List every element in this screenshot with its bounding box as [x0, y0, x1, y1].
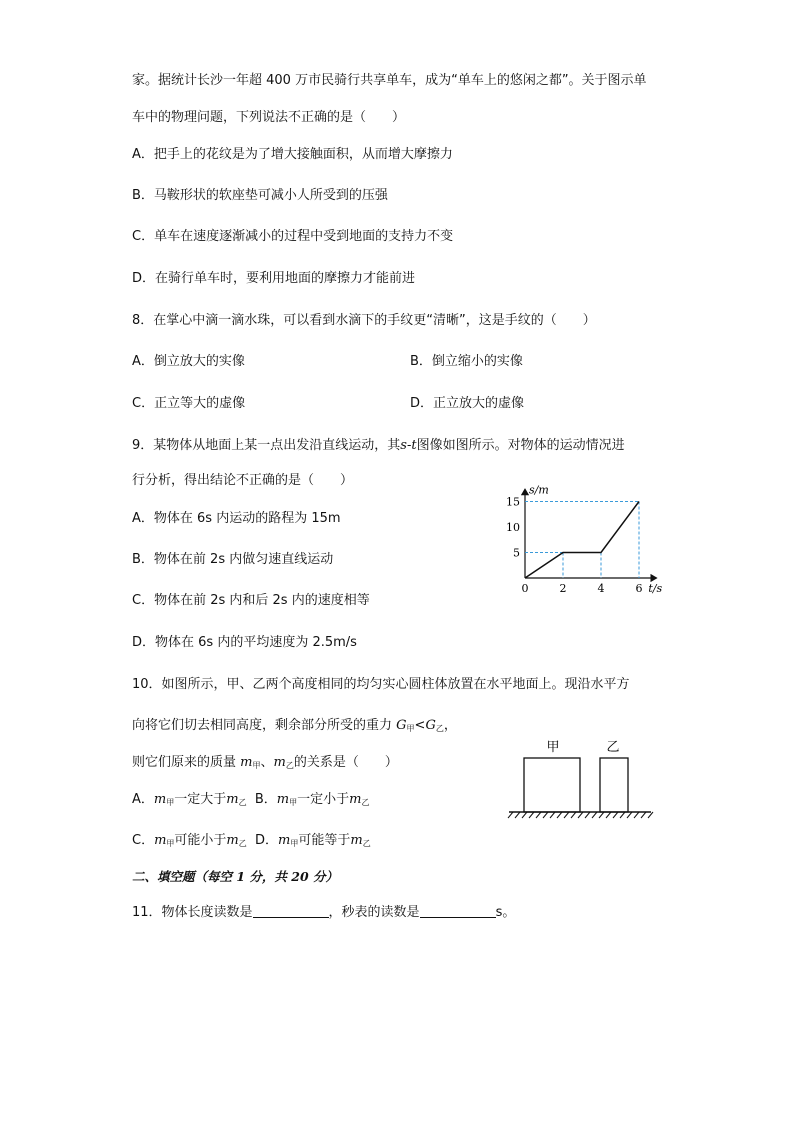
subscript-jia: 甲: [289, 798, 298, 807]
m-symbol: m: [273, 755, 286, 770]
m-symbol: m: [153, 792, 167, 807]
option-c: C．单车在速度逐渐减小的过程中受到地面的支持力不变: [132, 229, 454, 244]
question-text: 行分析，得出结论不正确的是（ ）: [132, 473, 354, 488]
subscript-yi: 乙: [361, 798, 370, 807]
x-tick-label: 2: [559, 582, 567, 595]
x-axis-label: t/s: [648, 582, 663, 595]
m-symbol: m: [226, 792, 239, 807]
subscript-jia: 甲: [290, 839, 299, 848]
lt-sign: <: [414, 718, 426, 733]
cylinder-yi: [600, 758, 628, 812]
option-d-label: D．: [255, 833, 279, 848]
question-9-stem: [132, 437, 625, 455]
question-text: 车中的物理问题，下列说法不正确的是（ ）: [132, 110, 406, 125]
option-d: D．在骑行单车时，要利用地面的摩擦力才能前进: [132, 271, 416, 286]
option-a-label: A．: [132, 792, 154, 807]
subscript-yi: 乙: [435, 724, 444, 733]
st-symbol: s-t: [400, 438, 417, 453]
y-axis-label: s/m: [529, 483, 549, 497]
option-c: C．物体在前 2s 内和后 2s 内的速度相等: [132, 593, 370, 608]
x-tick-label: 6: [635, 582, 643, 595]
question-11: [132, 904, 515, 922]
m-symbol: m: [226, 833, 239, 848]
option-c-text: 可能小于: [174, 833, 227, 848]
m-symbol: m: [278, 833, 291, 848]
cylinder-jia: [524, 758, 580, 812]
stem-text: 图像如图所示。对物体的运动情况进: [416, 438, 625, 453]
stem-text: 向将它们切去相同高度，剩余部分所受的重力: [132, 718, 393, 733]
stem-text: 的关系是（ ）: [293, 755, 398, 770]
m-symbol: m: [350, 833, 363, 848]
g-symbol: G: [396, 718, 407, 733]
subscript-yi: 乙: [285, 761, 294, 770]
option-b: B．倒立缩小的实像: [410, 354, 523, 369]
m-symbol: m: [154, 833, 167, 848]
option-d: D．正立放大的虚像: [410, 396, 525, 411]
section-heading: 二、填空题（每空 1 分，共 20 分）: [132, 869, 339, 884]
option-b-label: B．: [254, 792, 277, 807]
subscript-jia: 甲: [252, 761, 261, 770]
answer-blank-2[interactable]: [420, 904, 496, 918]
option-a: A．倒立放大的实像: [132, 354, 245, 369]
options-cd: [132, 832, 371, 853]
comma: ，: [443, 718, 457, 733]
g-symbol: G: [425, 718, 436, 733]
stem-text: s。: [495, 905, 516, 920]
m-symbol: m: [240, 755, 253, 770]
subscript-jia: 甲: [166, 798, 175, 807]
series-line: [525, 502, 639, 579]
m-symbol: m: [349, 792, 362, 807]
option-c-label: C．: [132, 833, 155, 848]
subscript-yi: 乙: [238, 798, 247, 807]
answer-blank-1[interactable]: [253, 904, 329, 918]
options-ab: [132, 791, 369, 812]
option-a: A．把手上的花纹是为了增大接触面积，从而增大摩擦力: [132, 147, 453, 162]
stem-text: 11．物体长度读数是: [132, 905, 253, 920]
subscript-yi: 乙: [238, 839, 247, 848]
question-text: [132, 754, 398, 775]
option-b: B．物体在前 2s 内做匀速直线运动: [132, 552, 334, 567]
option-b-text: 一定小于: [297, 792, 350, 807]
x-tick-label: 0: [521, 582, 529, 595]
y-tick-label: 5: [513, 546, 520, 560]
option-b: B．马鞍形状的软座垫可减小人所受到的压强: [132, 188, 388, 203]
subscript-yi: 乙: [362, 839, 371, 848]
cylinders-diagram: [505, 735, 655, 825]
stem-text: 9．某物体从地面上某一点出发沿直线运动，其: [132, 438, 401, 453]
label-jia: 甲: [546, 740, 560, 755]
stem-text: 则它们原来的质量: [132, 755, 237, 770]
label-yi: 乙: [606, 740, 620, 755]
x-tick-label: 4: [597, 582, 605, 595]
stem-text: ，秒表的读数是: [328, 905, 420, 920]
question-8-stem: 8．在掌心中滴一滴水珠，可以看到水滴下的手纹更“清晰”，这是手纹的（ ）: [132, 313, 596, 328]
question-text: 家。据统计长沙一年超 400 万市民骑行共享单车，成为“单车上的悠闲之都”。关于图示单: [132, 73, 647, 88]
ground-hatching: [508, 812, 653, 818]
option-a: A．物体在 6s 内运动的路程为 15m: [132, 511, 341, 526]
y-tick-label: 15: [506, 495, 520, 509]
option-c: C．正立等大的虚像: [132, 396, 246, 411]
y-tick-label: 10: [506, 521, 520, 534]
separator: 、: [260, 755, 274, 770]
question-text: [132, 717, 457, 738]
subscript-jia: 甲: [406, 724, 415, 733]
m-symbol: m: [276, 792, 290, 807]
question-10-stem: 10．如图所示，甲、乙两个高度相同的均匀实心圆柱体放置在水平地面上。现沿水平方: [132, 677, 630, 692]
option-a-text: 一定大于: [174, 792, 227, 807]
option-d-text: 可能等于: [298, 833, 351, 848]
option-d: D．物体在 6s 内的平均速度为 2.5m/s: [132, 635, 357, 650]
subscript-jia: 甲: [166, 839, 175, 848]
st-graph: [495, 470, 663, 600]
